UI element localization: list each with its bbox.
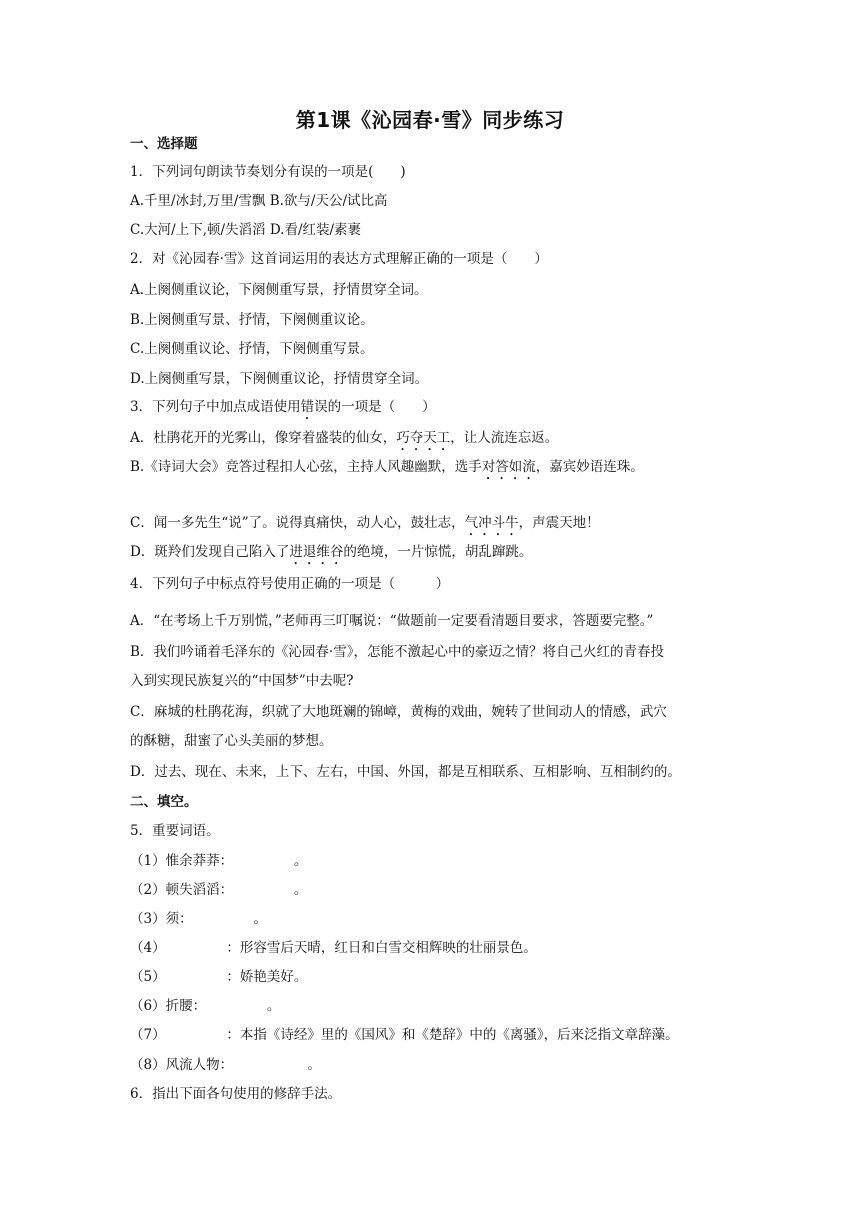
q6-stem: 6．指出下面各句使用的修辞手法。 bbox=[130, 1086, 342, 1102]
q3-stem-dotted: 错 bbox=[300, 399, 315, 415]
q3-option-a bbox=[130, 427, 740, 454]
q4-option-b-line2: 入到实现民族复兴的“中国梦”中去呢? bbox=[130, 673, 354, 689]
section-heading-choice: 一、选择题 bbox=[130, 136, 198, 152]
q3-stem bbox=[130, 396, 740, 423]
section-heading-fill: 二、填空。 bbox=[130, 794, 198, 810]
q4-option-b-line1: B．我们吟诵着毛泽东的《沁园春·雪》，怎能不激起心中的豪迈之情？将自己火红的青春投 bbox=[130, 644, 664, 660]
q5-item-8: （8）风流人物： 。 bbox=[130, 1057, 321, 1073]
q3-c-pre: C．闻一多先生“说”了。说得真痛快，动人心，鼓壮志， bbox=[130, 515, 465, 531]
q2-option-d: D.上阕侧重写景，下阕侧重议论，抒情贯穿全词。 bbox=[130, 371, 429, 387]
q2-option-b: B.上阕侧重写景、抒情，下阕侧重议论。 bbox=[130, 312, 374, 328]
q3-b-pre: B.《诗词大会》竞答过程扣人心弦，主持人风趣幽默，选手 bbox=[130, 459, 482, 475]
q5-item-2: （2）顿失滔滔： 。 bbox=[130, 882, 308, 898]
q5-item-6: （6）折腰： 。 bbox=[130, 998, 281, 1014]
q3-option-b bbox=[130, 456, 740, 483]
q5-item-5: （5） ：娇艳美好。 bbox=[130, 969, 308, 985]
q3-a-dotted-idiom: 巧夺天工 bbox=[396, 430, 451, 446]
q3-a-post: ，让人流连忘返。 bbox=[450, 430, 559, 446]
q5-item-4: （4） ：形容雪后天晴，红日和白雪交相辉映的壮丽景色。 bbox=[130, 940, 537, 956]
q2-option-a: A.上阕侧重议论，下阕侧重写景，抒情贯穿全词。 bbox=[130, 282, 428, 298]
q5-item-7: （7） ：本指《诗经》里的《国风》和《楚辞》中的《离骚》，后来泛指文章辞藻。 bbox=[130, 1027, 679, 1043]
q3-b-dotted-idiom: 对答如流 bbox=[481, 459, 536, 475]
q3-d-pre: D．斑羚们发现自己陷入了 bbox=[130, 544, 290, 560]
q3-c-post: ，声震天地！ bbox=[518, 515, 600, 531]
q4-option-c-line2: 的酥糖，甜蜜了心头美丽的梦想。 bbox=[130, 733, 333, 749]
q1-options-ab: A.千里/冰封,万里/雪飘 B.欲与/天公/试比高 bbox=[130, 193, 388, 209]
q3-stem-pre: 3．下列句子中加点成语使用 bbox=[130, 399, 301, 415]
q3-stem-post: 误的一项是（ ） bbox=[314, 399, 436, 415]
q3-option-c bbox=[130, 512, 740, 539]
q3-d-dotted-idiom: 进退维谷 bbox=[289, 544, 344, 560]
q3-d-post: 的绝境，一片惊慌，胡乱蹿跳。 bbox=[343, 544, 533, 560]
q4-option-a: A．“在考场上千万别慌，”老师再三叮嘱说：“做题前一定要看清题目要求，答题要完整。” bbox=[130, 613, 654, 629]
q2-option-c: C.上阕侧重议论、抒情，下阕侧重写景。 bbox=[130, 341, 374, 357]
q3-option-d bbox=[130, 541, 740, 568]
q4-option-c-line1: C．麻城的杜鹃花海，织就了大地斑斓的锦嶂，黄梅的戏曲，婉转了世间动人的情感，武穴 bbox=[130, 704, 667, 720]
q1-stem: 1．下列词句朗读节奏划分有误的一项是( ) bbox=[130, 164, 406, 180]
q5-item-1: （1）惟余莽莽： 。 bbox=[130, 853, 308, 869]
q1-options-cd: C.大河/上下,顿/失滔滔 D.看/红装/素裹 bbox=[130, 222, 362, 238]
q2-stem: 2．对《沁园春·雪》这首词运用的表达方式理解正确的一项是（ ） bbox=[130, 251, 548, 267]
q4-option-d: D．过去、现在、未来，上下、左右，中国、外国，都是互相联系、互相影响、互相制约的。 bbox=[130, 764, 681, 780]
q3-b-post: ，嘉宾妙语连珠。 bbox=[535, 459, 644, 475]
q4-stem: 4．下列句子中标点符号使用正确的一项是（ ） bbox=[130, 576, 450, 592]
q5-item-3: （3）须： 。 bbox=[130, 911, 267, 927]
q3-c-dotted-idiom: 气冲斗牛 bbox=[464, 515, 519, 531]
q3-a-pre: A．杜鹃花开的光雾山，像穿着盛装的仙女， bbox=[130, 430, 397, 446]
page-title: 第1课《沁园春·雪》同步练习 bbox=[295, 108, 565, 132]
q5-stem: 5．重要词语。 bbox=[130, 823, 220, 839]
